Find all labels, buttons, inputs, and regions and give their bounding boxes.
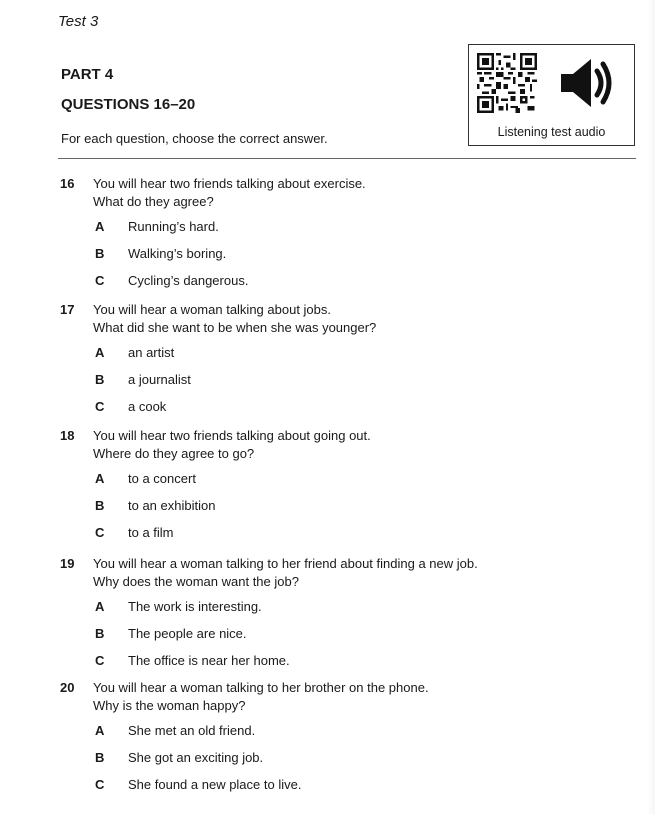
question-prompt: Why does the woman want the job? [93,574,299,589]
option-letter[interactable]: B [95,372,105,387]
option-text[interactable]: Cycling’s dangerous. [128,273,249,288]
option-letter[interactable]: B [95,626,105,641]
option-text[interactable]: She got an exciting job. [128,750,264,765]
option-letter[interactable]: C [95,653,105,668]
option-text[interactable]: to a film [128,525,174,540]
question-prompt: What did she want to be when she was younger? [93,320,377,335]
option-text[interactable]: an artist [128,345,175,360]
option-letter[interactable]: C [95,777,105,792]
option-text[interactable]: The people are nice. [128,626,247,641]
option-text[interactable]: to an exhibition [128,498,216,513]
option-text[interactable]: The office is near her home. [128,653,290,668]
questions-range-title: QUESTIONS 16–20 [61,96,196,113]
question-number: 19 [60,556,75,571]
option-letter[interactable]: A [95,599,105,614]
question-number: 17 [60,302,75,317]
option-text[interactable]: Walking’s boring. [128,246,227,261]
question-context: You will hear a woman talking about jobs. [93,302,331,317]
question-context: You will hear two friends talking about exercise. [93,176,366,191]
page-edge-shadow [647,0,655,814]
question-prompt: Where do they agree to go? [93,446,255,461]
qr-code-icon[interactable] [477,53,537,113]
option-text[interactable]: Running’s hard. [128,219,219,234]
option-letter[interactable]: B [95,498,105,513]
option-letter[interactable]: B [95,750,105,765]
option-text[interactable]: She met an old friend. [128,723,256,738]
listening-audio-box[interactable] [468,44,635,146]
question-prompt: Why is the woman happy? [93,698,246,713]
audio-caption: Listening test audio [497,125,606,139]
question-prompt: What do they agree? [93,194,214,209]
option-letter[interactable]: A [95,471,105,486]
option-letter[interactable]: C [95,525,105,540]
option-text[interactable]: The work is interesting. [128,599,262,614]
question-number: 18 [60,428,75,443]
question-context: You will hear a woman talking to her friend about finding a new job. [93,556,478,571]
option-text[interactable]: She found a new place to live. [128,777,302,792]
question-number: 20 [60,680,75,695]
option-letter[interactable]: B [95,246,105,261]
instruction-text: For each question, choose the correct answer. [61,131,328,146]
option-text[interactable]: to a concert [128,471,196,486]
option-letter[interactable]: C [95,273,105,288]
option-letter[interactable]: A [95,219,105,234]
option-letter[interactable]: A [95,345,105,360]
question-context: You will hear a woman talking to her brother on the phone. [93,680,429,695]
option-text[interactable]: a cook [128,399,167,414]
option-text[interactable]: a journalist [128,372,191,387]
part-title: PART 4 [61,66,114,83]
speaker-volume-icon[interactable] [559,57,615,109]
option-letter[interactable]: C [95,399,105,414]
question-number: 16 [60,176,75,191]
question-context: You will hear two friends talking about going out. [93,428,371,443]
section-divider [58,158,636,159]
option-letter[interactable]: A [95,723,105,738]
test-label: Test 3 [58,13,99,30]
